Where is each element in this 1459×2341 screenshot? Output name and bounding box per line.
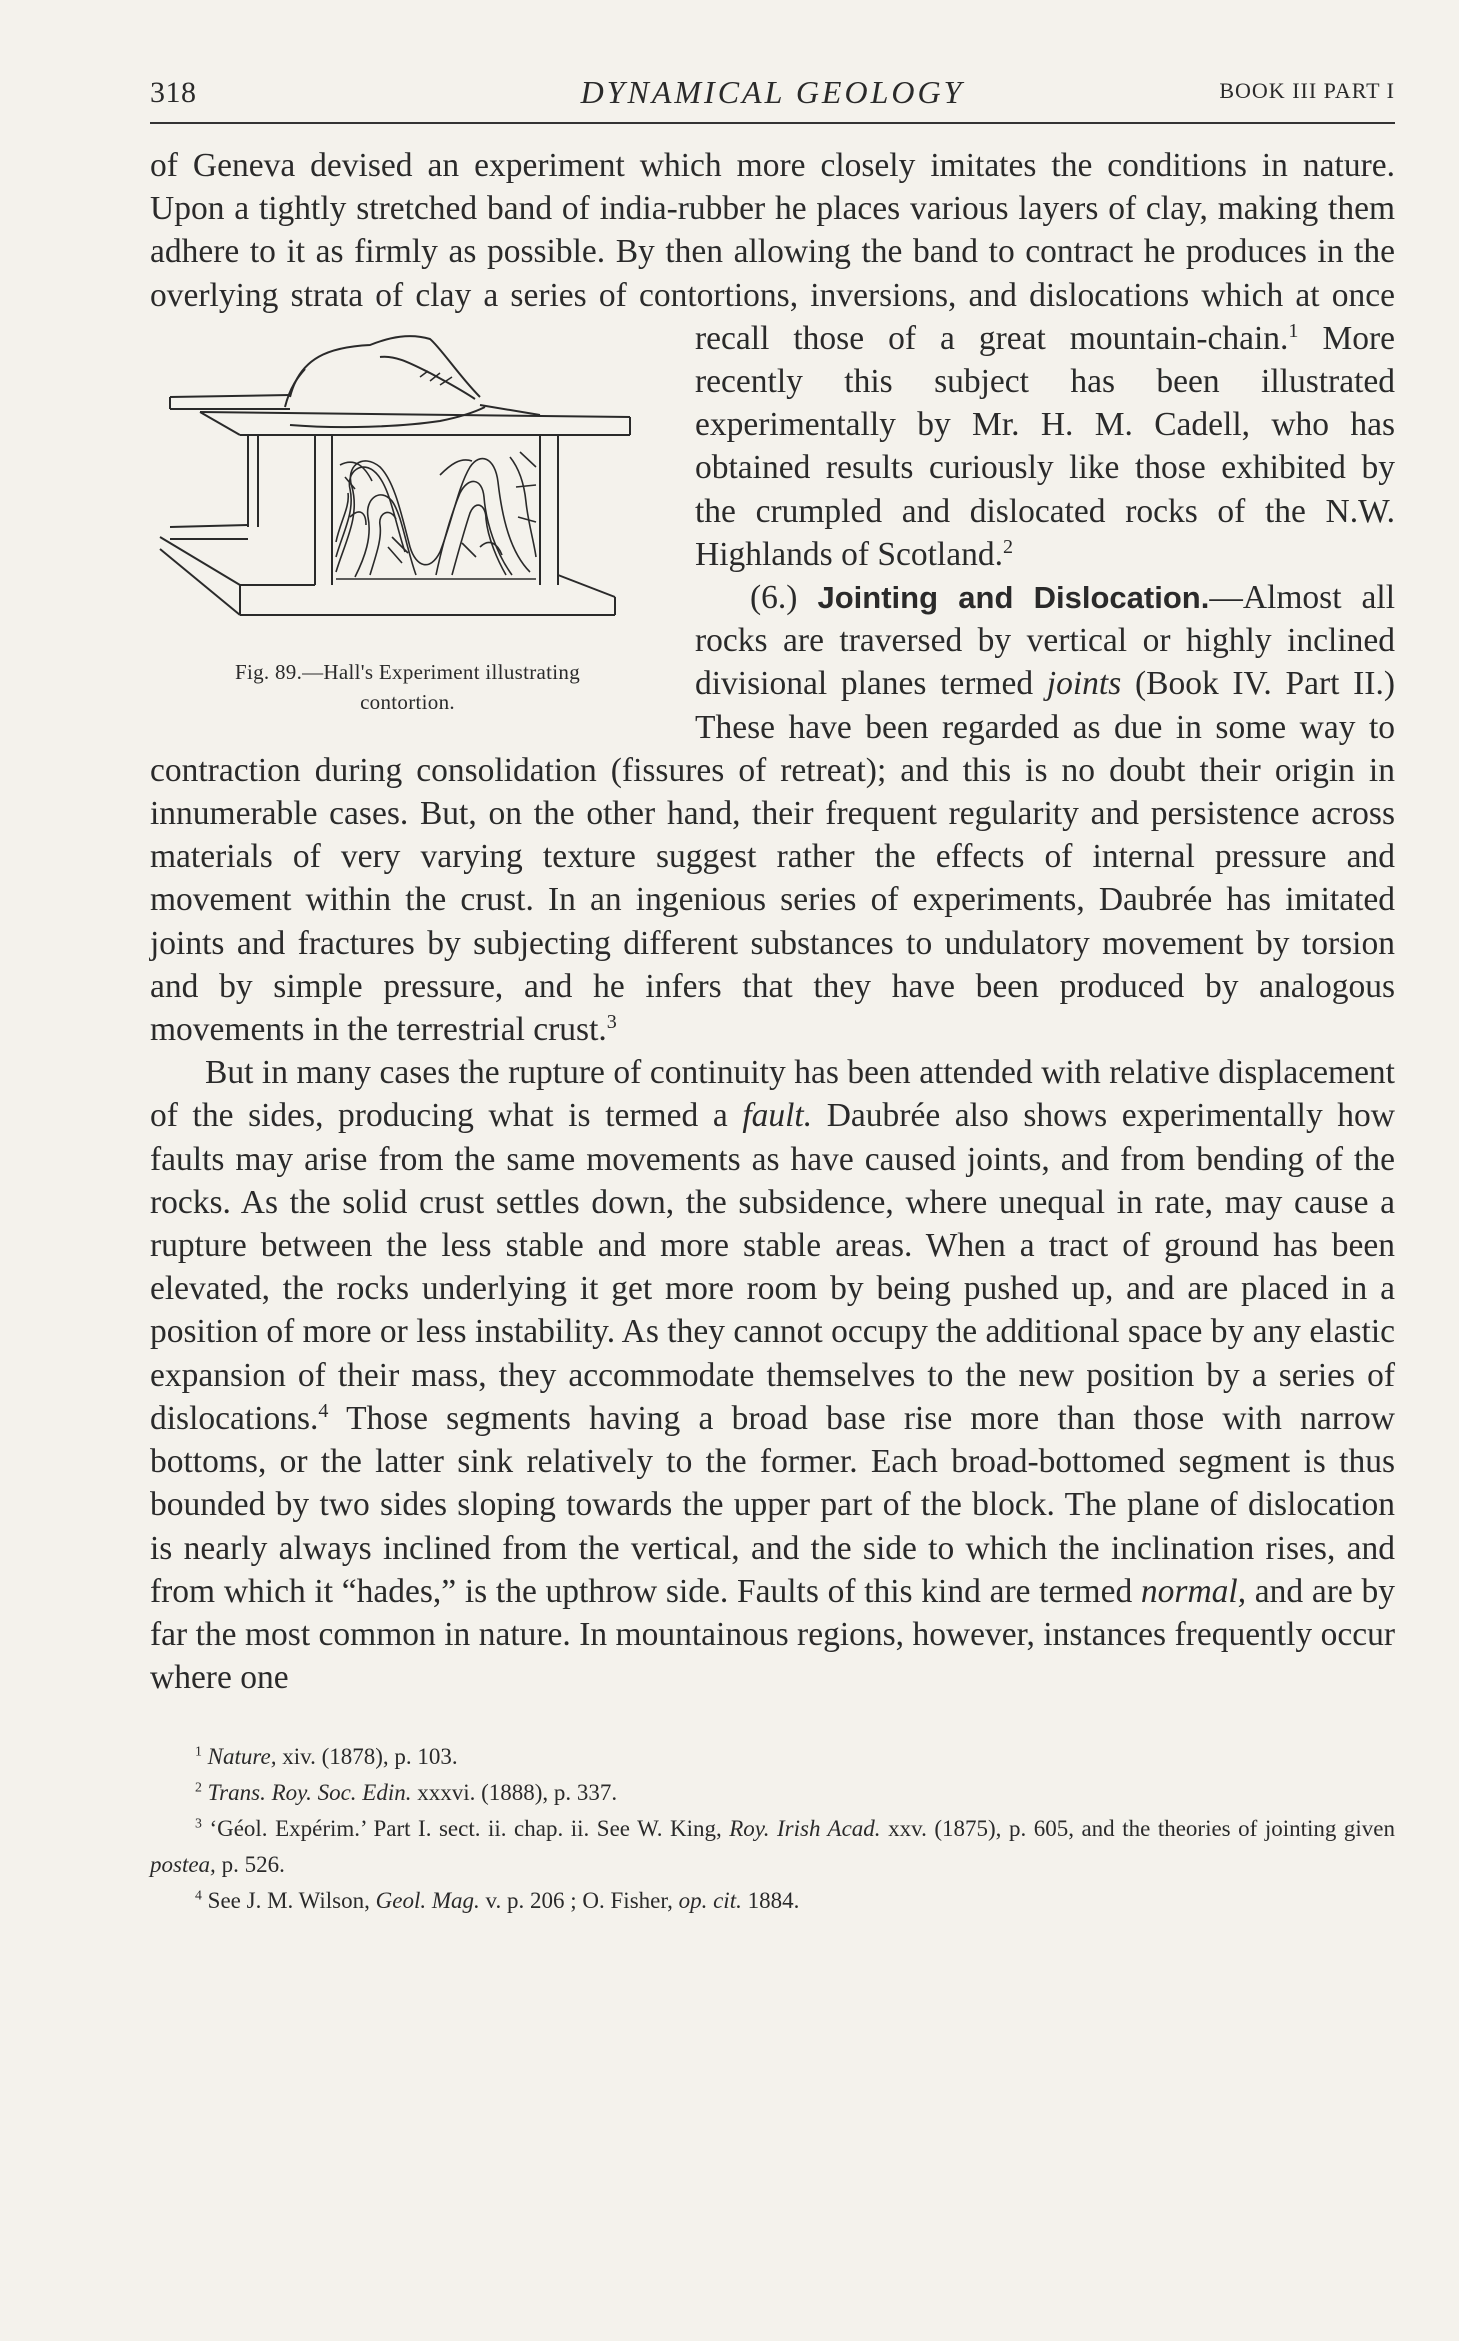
fn-part: xxxvi. (1888), p. 337. (411, 1780, 618, 1806)
fn-part: ‘Géol. Expérim.’ Part I. sect. ii. chap. ii. See W. King, (209, 1816, 730, 1842)
p1-text-b: More recently this subject has been illustrated experimentally by Mr. H. M. Cadell, who has obtained results curiously like those exhibited by the crumpled and dislocated rocks of the N.W. Highlands of Scotland. (695, 319, 1396, 573)
footnotes (150, 1739, 1395, 1919)
p3-text-c: Those segments having a broad base rise more than those with narrow bottoms, or the latter sink relatively to the former. Each broad-bottomed segment is thus bounded by two sides sloping towards the upper part of the block. The plane of dislocation is nearly always inclined from the vertical, and the side to which the inclination rises, and from which it “hades,” is the upthrow side. Faults of this kind are termed (150, 1399, 1395, 1610)
fn-part: xxv. (1875), p. 605, and the theories of jointing given (880, 1816, 1395, 1842)
fn-part: Geol. Mag. (375, 1888, 480, 1914)
footnote (150, 1811, 1395, 1883)
fn-part: v. p. 206 ; O. Fisher, (479, 1888, 679, 1914)
fn-part: xiv. (1878), p. 103. (276, 1744, 458, 1770)
section-heading: Jointing and Dislocation. (817, 580, 1210, 616)
p3-text-b: Daubrée also shows experimentally how faults may arise from the same movements as have caused joints, and from bending of the rocks. As the solid crust settles down, the subsidence, where unequal in rate, may cause a rupture between the less stable and more stable areas. When a tract of ground has been elevated, the rocks underlying it get more room by being pushed up, and are placed in a position of more or less instability. As they cannot occupy the additional space by any elastic expansion of their mass, they accommodate themselves to the new position by a series of dislocations. (150, 1097, 1395, 1437)
header-rule (150, 122, 1395, 124)
p1-text-a: of Geneva devised an experiment which more closely imitates the conditions in nature. Upon a tightly stretched band of india-rubber he places various layers of clay, making them adhere to it as firmly as possible. By then allowing the band to contract he produces in the overlying strata of clay a series of contortions, inversions, and dislocations which at once recall those of a great mountain-chain. (150, 147, 1395, 357)
running-head (150, 60, 1395, 116)
p2-text-a: —Almost all rocks are traversed by vertical or highly inclined divisional planes termed (695, 579, 1396, 703)
book-part-label: BOOK III PART I (1219, 78, 1395, 103)
footnote-mark: 1 (195, 1743, 202, 1759)
footnote-mark: 2 (195, 1779, 202, 1795)
fn-part: See J. M. Wilson, (207, 1888, 376, 1914)
fn-part: p. 526. (215, 1852, 285, 1878)
paragraph-3 (150, 1051, 1395, 1699)
body-text (150, 144, 1395, 1699)
running-title: DYNAMICAL GEOLOGY (580, 74, 965, 110)
footnote-ref-4[interactable]: 4 (318, 1399, 329, 1422)
term-fault: fault. (742, 1097, 813, 1135)
page-number: 318 (150, 76, 197, 109)
fn-part: Nature, (207, 1744, 277, 1770)
term-joints: joints (1046, 665, 1122, 703)
p3-text-a: But in many cases the rupture of continuity has been attended with relative displacement of the sides, producing what is termed a (150, 1054, 1395, 1135)
p2-text-b: (Book IV. Part II.) These have been regarded as due in some way to contraction during consolidation (fissures of retreat); and this is no doubt their origin in innumerable cases. But, on the other hand, their frequent regularity and persistence across materials of very varying texture suggest rather the effects of internal pressure and movement within the crust. In an ingenious series of experiments, Daubrée has imitated joints and fractures by subjecting different substances to undulatory movement by torsion and by simple pressure, and he infers that they have been produced by analogous movements in the terrestrial crust. (150, 665, 1395, 1049)
footnote-mark: 3 (195, 1815, 202, 1831)
term-normal: normal, (1140, 1572, 1247, 1610)
fn-part: 1884. (741, 1888, 800, 1914)
fn-part: postea, (150, 1852, 216, 1878)
footnote-mark: 4 (195, 1887, 202, 1903)
footnote-ref-2[interactable]: 2 (1002, 535, 1014, 558)
page (150, 60, 1395, 1919)
halls-experiment-illustration (140, 317, 675, 657)
p3-text-d: and are by far the most common in nature. In mountainous regions, however, instances frequently occur where one (150, 1572, 1395, 1697)
fn-part: Trans. Roy. Soc. Edin. (207, 1780, 412, 1806)
footnote (150, 1775, 1395, 1811)
footnote-ref-1[interactable]: 1 (1288, 319, 1299, 342)
footnote (150, 1739, 1395, 1775)
fn-part: Roy. Irish Acad. (729, 1816, 881, 1842)
figure-89 (140, 317, 675, 737)
figure-caption (140, 657, 675, 717)
footnote-ref-3[interactable]: 3 (606, 1010, 617, 1033)
section-number: (6.) (750, 579, 818, 617)
footnote (150, 1883, 1395, 1919)
caption-line-1: Fig. 89.—Hall's Experiment illustrating (234, 659, 581, 684)
fn-part: op. cit. (678, 1888, 742, 1914)
caption-line-2: contortion. (360, 689, 455, 714)
